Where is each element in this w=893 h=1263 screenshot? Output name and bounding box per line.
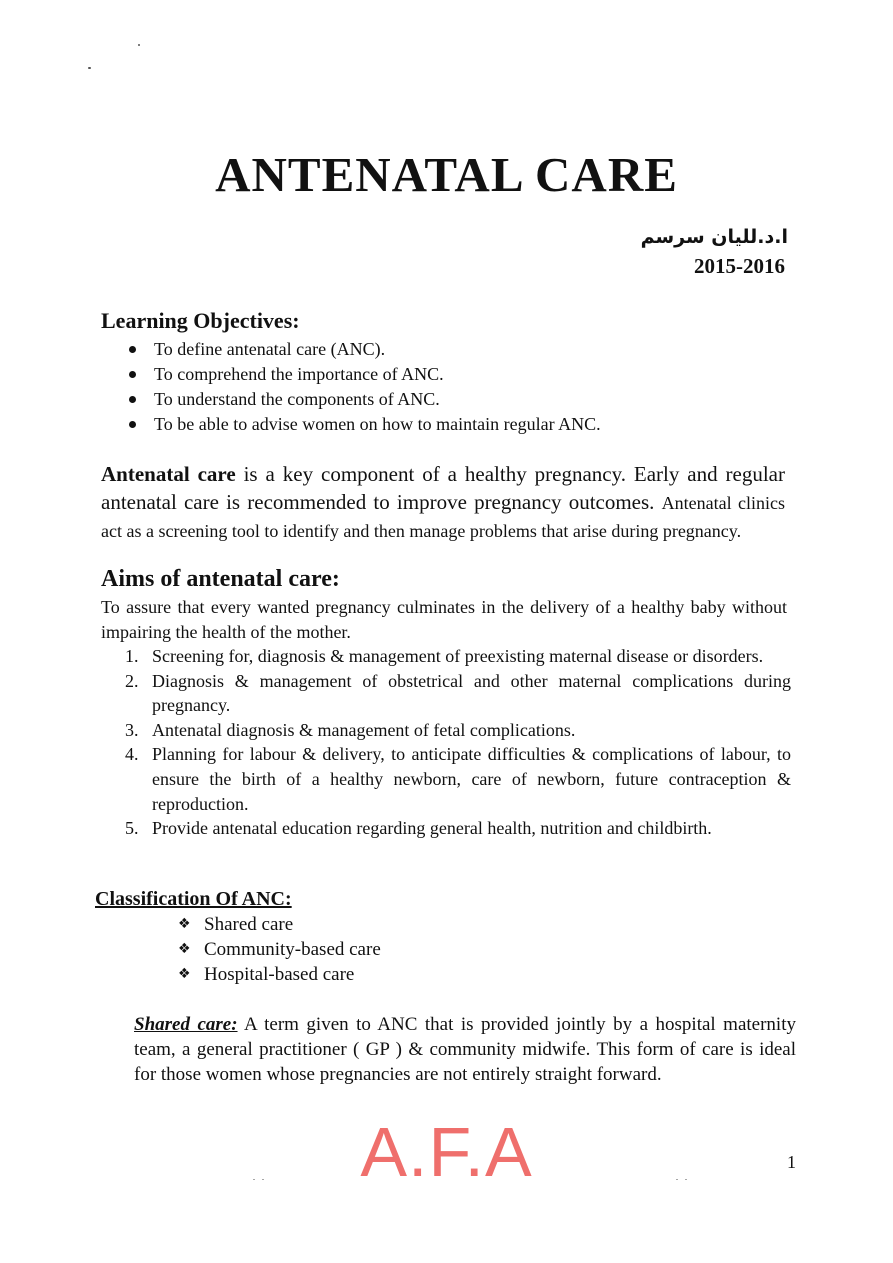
- scan-speck: [262, 1179, 264, 1180]
- shared-care-paragraph: [134, 1012, 796, 1087]
- shared-care-text: A term given to ANC that is provided jointly by a hospital maternity team, a general practitioner ( GP ) & community midwife. This form of care is ideal for those women whose pregnancies are not entirely straight forward.: [134, 1014, 796, 1085]
- item-number: 5.: [125, 818, 139, 839]
- page-number: 1: [787, 1152, 796, 1172]
- aims-list: [101, 644, 791, 841]
- scan-speck: [138, 44, 140, 46]
- list-item: [101, 644, 791, 669]
- academic-year: 2015-2016: [694, 254, 785, 278]
- list-item: To be able to advise women on how to maintain regular ANC.: [101, 412, 741, 437]
- item-text: Planning for labour & delivery, to anticipate difficulties & complications of labour, to ensure the birth of a healthy newborn, care of newborn, future contraception & reproduction.: [152, 744, 791, 814]
- item-text: Shared care: [204, 914, 294, 935]
- list-item: [101, 718, 791, 743]
- aims-text: To assure that every wanted pregnancy culminates in the delivery of a healthy baby without impairing the health of the mother.: [101, 597, 787, 642]
- list-item: [101, 816, 791, 841]
- item-text: Diagnosis & management of obstetrical and other maternal complications during pregnancy.: [152, 670, 791, 716]
- item-text: Antenatal diagnosis & management of fetal complications.: [152, 719, 576, 740]
- item-text: Provide antenatal education regarding general health, nutrition and childbirth.: [152, 818, 712, 839]
- classification-list: [178, 912, 381, 987]
- list-item: [101, 742, 791, 816]
- item-text: Screening for, diagnosis & management of preexisting maternal disease or disorders.: [152, 646, 764, 666]
- shared-care-label: Shared care:: [134, 1014, 238, 1035]
- classification-heading: Classification Of ANC:: [95, 888, 292, 910]
- diamond-bullet-icon: ❖: [178, 966, 191, 982]
- list-item: To define antenatal care (ANC).: [101, 337, 741, 362]
- item-number: 4.: [125, 744, 139, 765]
- item-number: 1.: [125, 646, 139, 666]
- diamond-bullet-icon: ❖: [178, 941, 191, 957]
- item-text: Hospital-based care: [204, 964, 355, 985]
- scan-speck: [685, 1179, 687, 1180]
- item-number: 3.: [125, 719, 139, 740]
- watermark: A.F.A: [360, 1113, 533, 1191]
- scan-speck: [88, 67, 91, 69]
- scan-speck: [676, 1179, 678, 1180]
- diamond-bullet-icon: ❖: [178, 916, 191, 932]
- list-item: [178, 962, 381, 987]
- learning-objectives-heading: Learning Objectives:: [101, 308, 300, 333]
- document-title: ANTENATAL CARE: [215, 147, 678, 202]
- learning-objectives-list: [101, 337, 741, 437]
- item-number: 2.: [125, 670, 139, 691]
- intro-text-small: Antenatal clinics act as a screening tool to identify and then manage problems that arise during pregnancy.: [101, 493, 786, 541]
- item-text: Community-based care: [204, 939, 381, 960]
- list-item: [101, 669, 791, 718]
- list-item: [178, 937, 381, 962]
- intro-paragraph: [101, 460, 785, 544]
- list-item: [178, 912, 381, 937]
- aims-heading: Aims of antenatal care:: [101, 566, 340, 592]
- list-item: To understand the components of ANC.: [101, 387, 741, 412]
- intro-text: is a key component of a healthy pregnancy. Early and regular antenatal care is recommended to improve pregnancy outcomes.: [101, 462, 785, 514]
- scan-speck: [253, 1179, 255, 1180]
- author-name: ا.د.للیان سرسم: [640, 226, 788, 248]
- list-item: To comprehend the importance of ANC.: [101, 362, 741, 387]
- intro-term: Antenatal care: [101, 462, 236, 486]
